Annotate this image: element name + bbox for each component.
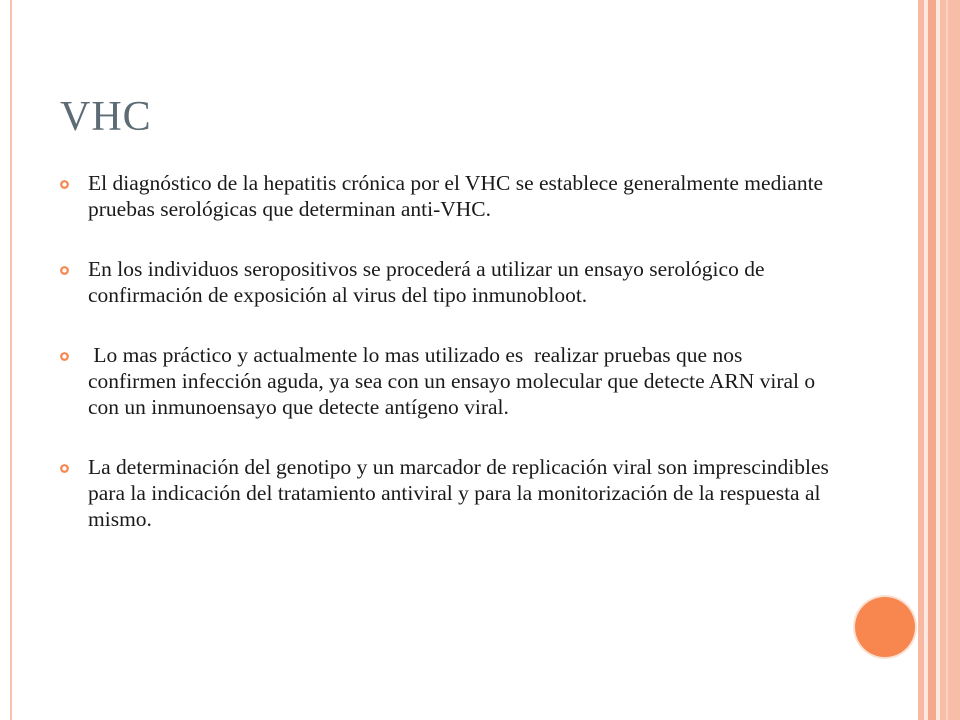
bullet-text: En los individuos seropositivos se procederá a utilizar un ensayo serológico de confirmación de exposición al virus del tipo inmunobloot. bbox=[88, 257, 765, 307]
right-decorative-stripe bbox=[946, 0, 948, 720]
ring-bullet-icon bbox=[60, 266, 69, 275]
bullet-text: La determinación del genotipo y un marcador de replicación viral son imprescindibles para la indicación del tratamiento antiviral y para la monitorización de la respuesta al mismo. bbox=[88, 455, 829, 531]
bullet-item bbox=[60, 256, 830, 308]
right-decorative-stripe bbox=[928, 0, 936, 720]
bullet-item bbox=[60, 342, 830, 420]
ring-bullet-icon bbox=[60, 180, 69, 189]
bullet-item bbox=[60, 170, 830, 222]
bullet-list bbox=[60, 170, 830, 532]
ring-bullet-icon bbox=[60, 464, 69, 473]
bullet-text: Lo mas práctico y actualmente lo mas utilizado es realizar pruebas que nos confirmen infección aguda, ya sea con un ensayo molecular que detecte ARN viral o con un inmunoensayo que detecte antígeno viral. bbox=[88, 343, 821, 419]
bullet-item bbox=[60, 454, 830, 532]
left-frame-border bbox=[10, 0, 12, 720]
accent-circle bbox=[855, 597, 915, 657]
bullet-text: El diagnóstico de la hepatitis crónica por el VHC se establece generalmente mediante pruebas serológicas que determinan anti-VHC. bbox=[88, 171, 824, 221]
slide-title: VHC bbox=[60, 94, 152, 140]
right-decorative-stripe bbox=[940, 0, 960, 720]
ring-bullet-icon bbox=[60, 352, 69, 361]
